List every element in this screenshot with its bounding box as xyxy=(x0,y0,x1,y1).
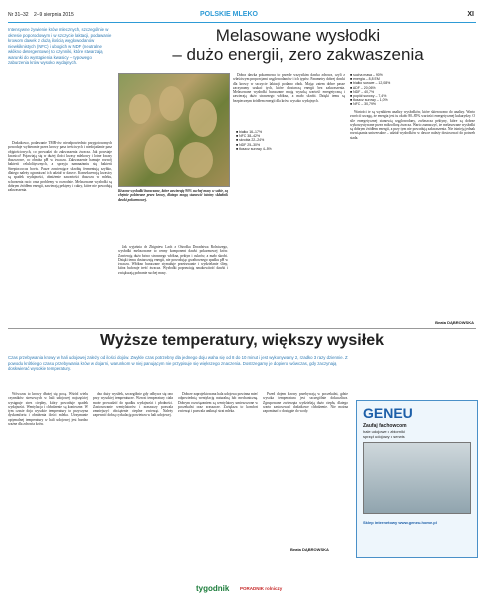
page-number: XI xyxy=(467,11,474,18)
article1-lead-text: Intensywne żywienie krów mlecznych, szczególnie w okresie poporodowym i w szczycie laktacji, podawanie krowom dawek z dużą ilością węglowodanów niewłóknistych (NFC) i ubogich w NDF (neutralne włókno detergentowe) to czynniki, które stwarzają warunki do wystąpienia kwasicy – typowego zaburzenia krów wysoko wydajnych. xyxy=(8,27,112,65)
article1-col4 xyxy=(350,110,475,141)
article1-author: Beata DĄBROWSKA xyxy=(435,320,474,325)
header-rule xyxy=(8,22,476,23)
list-item: ■ NFC 38–42% xyxy=(236,134,261,139)
article1-title-line1: Melasowane wysłodki xyxy=(215,26,381,45)
article2-col4-text: Przed dojem krowy przebywają w poczekalni, gdzie wysoka temperatura jest szczególnie dokuczliwa. Zgrupowane zwierzęta wydzielają dużo ciepła, dlatego warto zastosować dodatkowe chłodzenie. Nie można zapominać o dostępie do wody. xyxy=(263,392,348,414)
dose-parameters-list xyxy=(236,130,336,151)
article1-lead xyxy=(8,27,112,66)
article2-title: Wyższe temperatury, większy wysiłek xyxy=(100,332,384,349)
article2-lead xyxy=(8,355,348,372)
ad-line: sprzęt udojowy • serwis xyxy=(363,434,405,439)
article-divider xyxy=(8,328,476,329)
list-item: ■ NDF – 40,7% xyxy=(350,89,375,94)
article2-col2-text: dzo duży wysiłek, szczególnie gdy odbywa się ono przy wysokiej temperaturze. Wzrost temperatury ciała może prowadzić do spadku wydajności i płodności. Zastosowanie wentylatorów i zraszaczy pozwala zmniejszyć obciążenie cieplne zwierząt. Należy zapewnić dobrą cyrkulację powietrza w hali udojowej. xyxy=(93,392,173,418)
section-title: POLSKIE MLEKO xyxy=(200,11,258,18)
article1-col2 xyxy=(118,245,228,276)
list-item: ■ białko surowe – 12,08% xyxy=(350,81,391,86)
list-item: ■ tłuszcz surowy – 1,0% xyxy=(350,98,388,103)
list-item: ■ tłuszcz surowy 4–5% xyxy=(236,146,272,151)
article2-author: Beata DĄBROWSKA xyxy=(290,547,329,552)
article2-col4 xyxy=(263,392,348,414)
article2-col2 xyxy=(93,392,173,419)
photo-caption-text: Kiszone wysłodki buraczane, które zawierają 90% suchej masy w sobie, są chętnie pobierane przez krowy, dlatego mogą stanowić istotny składnik dawki pokarmowej. xyxy=(118,189,228,202)
article1-col1 xyxy=(8,141,112,194)
article2-col1 xyxy=(8,392,88,427)
issue-number: Nr 31–32 xyxy=(8,12,29,18)
list-item: ■ NFC – 30,79% xyxy=(350,102,377,107)
photo-caption xyxy=(118,189,228,202)
ad-equipment-image xyxy=(363,442,471,514)
list-item: ■ energia – 8,8 EM xyxy=(350,77,380,82)
list-item: ■ NDF 25–30% xyxy=(236,142,261,147)
beet-pulp-photo xyxy=(118,73,230,187)
list-item: ■ sucha masa – 90% xyxy=(350,73,383,77)
ad-company-name: GENEU xyxy=(363,405,413,421)
geneu-ad[interactable] xyxy=(356,400,478,558)
article1-col2-text: Jak wyjaśnia dr Zbigniew Lach z Ośrodka Doradztwa Rolniczego, wysłodki melasowane to cenny komponent dawki pokarmowej krów. Zawierają dużo łatwo strawnego włókna, pektyn i cukrów, a mało skrobi. Dzięki temu dostarczają energii, nie powodując gwałtownego spadku pH w żwaczu. Włókno buraczane stymuluje przeżuwanie i wydzielanie śliny, która buforuje treść żwacza. Wysłodki poprawiają smakowitość dawki i zwiększają pobranie suchej masy. xyxy=(118,245,228,275)
article1-col1-text: Dodatkowo, podawanie TMR-ów nieodpowiednio przygotowanych powoduje wybieranie przez krowy pasz treściwych i niedojadanie pasz objętościowych, co prowadzi do zakwaszenia żwacza. Jak powstaje kwasica? Pojawiają się w dużej ilości kwasy mlekowy i lotne kwasy tłuszczowe, co obniża pH w żwaczu. Zakwaszenie hamuje rozwój bakterii celulolitycznych, a sprzyja namnażaniu się bakterii Streptococcus bovis. Pasze zawierające skrobię fermentują szybko, dlatego należy ograniczać ich udział w dawce. Konsekwencją kwasicy są spadek wydajności, obniżenie zawartości tłuszczu w mleku, schorzenia racic oraz problemy w rozrodzie. Melasowane wysłodki są dobrym źródłem energii, zawierają pektyny i cukry, które nie powodują zakwaszenia. xyxy=(8,141,112,193)
article1-col3-text: Dobra dawka pokarmowa to przede wszystkim dawka zdrowa, czyli z właściwym proporcjami węglowodanów i ich typów. Parametry dobrej dawki dla krowy w szczycie laktacji podano obok. Mając zatem dobre pasze zaczynamy szukać tych, które dostarczą energii bez zakwaszenia. Melasowane wysłodki buraczane mają wysoką wartość energetyczną i zawierają dużo strawnego włókna, a mało skrobi. Dzięki temu są bezpiecznym źródłem energii dla krów wysoko wydajnych. xyxy=(233,73,345,103)
article1-col4-text: Wartości te są wynikiem analizy wysłodków, które skierowano do analizy. Warto zwrócić uwagę, że energia jest tu około 80–85% wartości energetycznej kukurydzy. O sile energetycznej stanowią węglowodany, zwłaszcza pektyny, które są dobrze wykorzystywane przez mikroflorę żwacza. Warto zaznaczyć, że melasowane wysłodki są dobrym źródłem energii, a przy tym nie powodują zakwaszenia. Nie istnieją jednak rozwiązania uniwersalne – udział wysłodków w dawce należy dostosować do potrzeb stada. xyxy=(350,110,475,140)
article2-col3-text: Dobrze zaprojektowana hala udojowa powinna mieć odpowiednią wentylację naturalną lub mechaniczną. Dobrym rozwiązaniem są wentylatory umieszczone w poczekalni oraz zraszacze. Zwiększa to komfort zwierząt i pozwala uniknąć strat mleka. xyxy=(178,392,258,414)
tygodnik-logo: tygodnik xyxy=(196,584,230,593)
list-item: ■ ADF – 20,06% xyxy=(350,85,376,90)
list-item: ■ białko 16–17% xyxy=(236,130,263,134)
poradnik-logo: PORADNIK rolniczy xyxy=(240,586,283,591)
ad-footer: Sklep internetowy www.geneu.home.pl xyxy=(363,520,437,525)
list-item: ■ popiół surowy – 7,4% xyxy=(350,94,387,99)
beet-pulp-analysis-list xyxy=(350,73,475,107)
article2-lead-text: Czas przebywania krowy w hali udojowej zależy od ilości dojów. Zwykle czas potrzebny dla jednego doju waha się od 8 do 10 minut i jest wykonywany 2, rzadko 3 razy dziennie. Z powodu krótkiego czasu przebywania krów w dojarni, warunkom w niej panującym nie przypisuje się większego znaczenia. Dostrzegamy je dopiero wówczas, gdy zaczynają doskwierać wysokie temperatury. xyxy=(8,355,348,372)
article1-col3 xyxy=(233,73,345,104)
list-item: ■ skrobia 22–24% xyxy=(236,138,265,143)
ad-line: Zaufaj fachowcom xyxy=(363,423,407,429)
article1-title xyxy=(120,26,476,64)
ad-line: hale udojowe • zbiorniki xyxy=(363,429,405,434)
article2-col1-text: Wówczas to krowy dłużej się pocą. Wśród wielu czynników stresowych w hali udojowej najczęściej występuje stres cieplny, który powoduje spadek wydajności. Wentylacja i chłodzenie są konieczne. W tym czasie doja wysokie temperatury to przyczyna dyskomfortu i obniżenia ilości mleka. Utrzymanie optymalnej temperatury w hali udojowej jest bardzo ważne dla zdrowia krów. xyxy=(8,392,88,427)
article2-col3 xyxy=(178,392,258,414)
article1-title-line2: – dużo energii, zero zakwaszenia xyxy=(172,45,424,64)
issue-dates: 2–9 sierpnia 2015 xyxy=(34,12,74,18)
